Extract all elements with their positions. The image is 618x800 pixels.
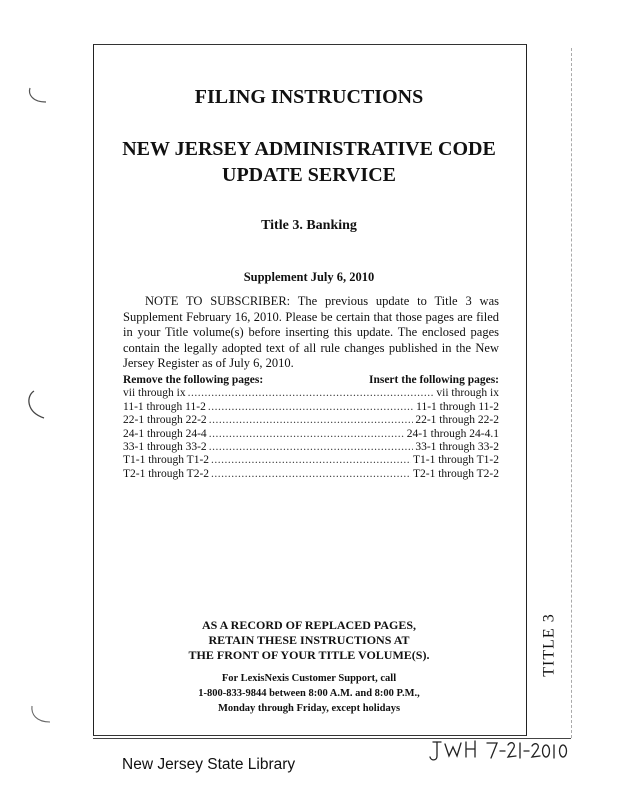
insert-pages: 33-1 through 33-2: [415, 441, 499, 454]
table-header: [123, 374, 499, 387]
insert-pages: T1-1 through T1-2: [412, 454, 499, 467]
library-stamp: New Jersey State Library: [122, 756, 296, 773]
title-tab: [530, 600, 570, 690]
support-line: 1-800-833-9844 between 8:00 A.M. and 8:00 P.M.,: [198, 688, 420, 699]
remove-pages: 22-1 through 22-2: [123, 414, 207, 427]
remove-pages: T1-1 through T1-2: [123, 454, 210, 467]
leader-dots: [211, 454, 411, 467]
insert-header: Insert the following pages:: [368, 374, 499, 386]
record-line: THE FRONT OF YOUR TITLE VOLUME(S).: [188, 648, 430, 662]
leader-dots: [211, 468, 411, 481]
remove-pages: T2-1 through T2-2: [123, 467, 210, 480]
insert-pages: T2-1 through T2-2: [412, 467, 499, 480]
record-line: RETAIN THESE INSTRUCTIONS AT: [208, 633, 410, 647]
table-row: [123, 441, 499, 454]
remove-pages: 24-1 through 24-4: [123, 427, 207, 440]
tab-label: TITLE 3: [541, 613, 559, 677]
table-row: [123, 428, 499, 441]
title-subject: Title 3. Banking: [261, 218, 357, 233]
insert-pages: 24-1 through 24-4.1: [406, 427, 499, 440]
service-title: [93, 136, 525, 188]
insert-pages: 11-1 through 11-2: [416, 400, 499, 413]
table-row: [123, 387, 499, 400]
customer-support: [93, 671, 525, 716]
remove-pages: 33-1 through 33-2: [123, 441, 207, 454]
service-title-line1: NEW JERSEY ADMINISTRATIVE CODE: [122, 138, 496, 160]
leader-dots: [208, 401, 414, 414]
table-row: [123, 468, 499, 481]
table-row: [123, 454, 499, 467]
record-line: AS A RECORD OF REPLACED PAGES,: [201, 618, 417, 632]
remove-pages: vii through ix: [123, 387, 186, 400]
support-line: Monday through Friday, except holidays: [217, 703, 401, 714]
insert-pages: vii through ix: [436, 387, 499, 400]
punch-hole-icon: [28, 700, 54, 726]
remove-pages: 11-1 through 11-2: [123, 400, 206, 413]
document-title: FILING INSTRUCTIONS: [194, 86, 424, 108]
subscriber-note: NOTE TO SUBSCRIBER: The previous update to Title 3 was Supplement February 16, 2010. Please be certain that those pages are filed in your Title volume(s) before inserting this update. The enclosed pages contain the legally adopted text of all rule changes published in the New Jersey Register as of July 6, 2010.: [123, 294, 499, 370]
table-row: [123, 414, 499, 427]
remove-header: Remove the following pages:: [123, 374, 264, 386]
supplement-date: Supplement July 6, 2010: [243, 270, 375, 284]
leader-dots: [188, 387, 435, 400]
handwritten-initials: [425, 736, 575, 766]
insert-pages: 22-1 through 22-2: [415, 414, 499, 427]
page-replacement-table: [123, 374, 499, 481]
punch-hole-icon: [24, 388, 52, 424]
support-line: For LexisNexis Customer Support, call: [221, 673, 397, 684]
record-notice: [93, 618, 525, 663]
punch-hole-icon: [26, 84, 52, 106]
table-row: [123, 401, 499, 414]
service-title-line2: UPDATE SERVICE: [222, 164, 396, 186]
leader-dots: [209, 414, 414, 427]
leader-dots: [209, 441, 414, 454]
leader-dots: [209, 428, 405, 441]
